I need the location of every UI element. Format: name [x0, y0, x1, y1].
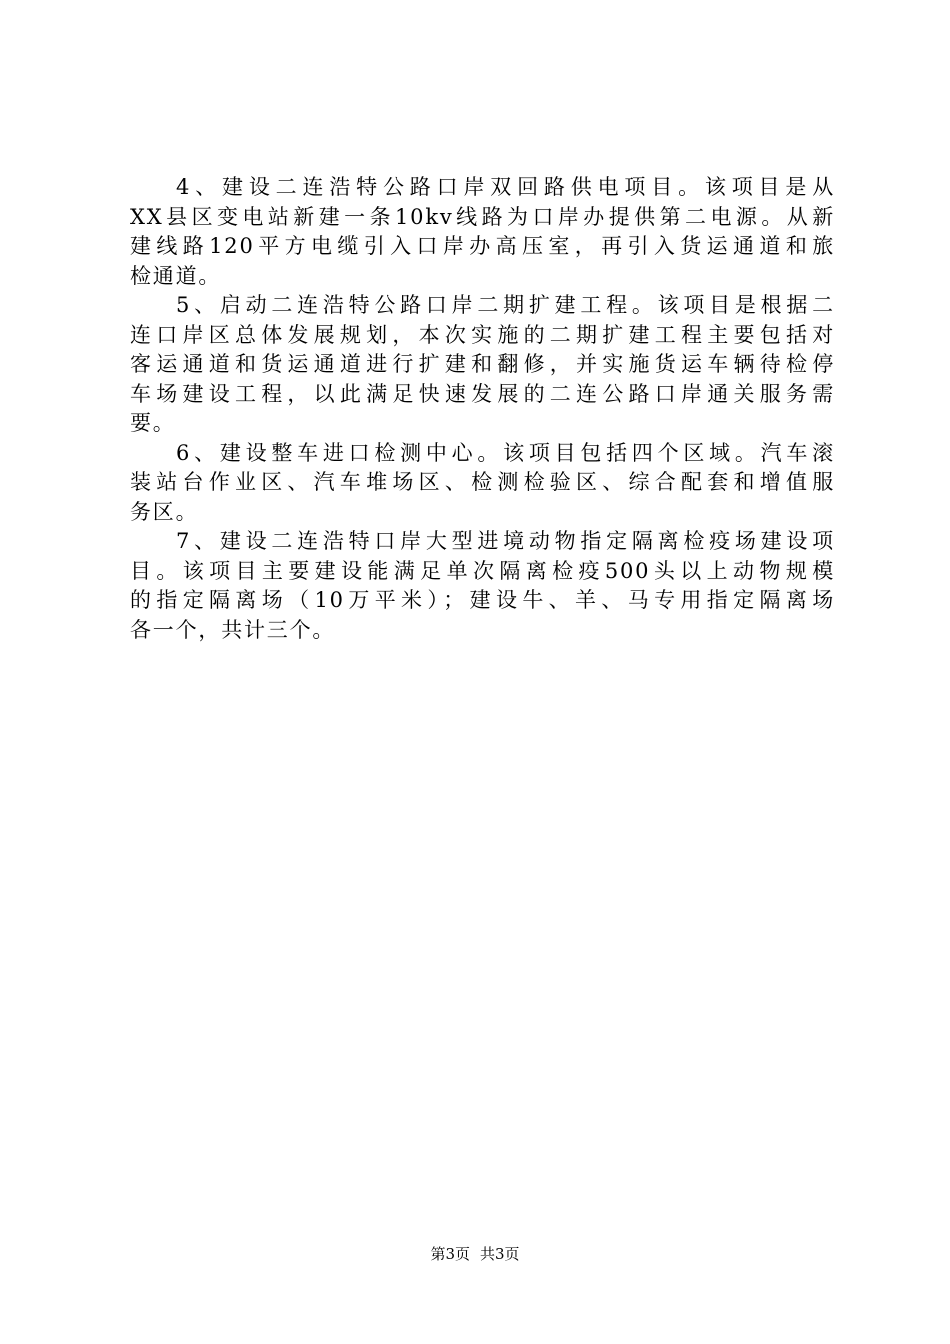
paragraph-item-5	[130, 291, 835, 439]
text-line: 的指定隔离场（10万平米）；建设牛、羊、马专用指定隔离场	[130, 588, 835, 612]
page-footer	[0, 1244, 950, 1264]
text-line: 连口岸区总体发展规划，本次实施的二期扩建工程主要包括对	[130, 322, 835, 347]
paragraph-item-4	[130, 173, 835, 291]
text-line: 各一个，共计三个。	[130, 617, 336, 642]
paragraph-item-6	[130, 439, 835, 528]
text-line: 4、建设二连浩特公路口岸双回路供电项目。该项目是从	[176, 175, 835, 199]
text-line: 检通道。	[130, 263, 222, 288]
text-line: 5、启动二连浩特公路口岸二期扩建工程。该项目是根据二	[176, 293, 835, 317]
text-line: 装站台作业区、汽车堆场区、检测检验区、综合配套和增值服	[130, 470, 835, 494]
paragraph-item-7	[130, 527, 835, 645]
text-line: 6、建设整车进口检测中心。该项目包括四个区域。汽车滚	[176, 440, 835, 465]
text-line: 建线路120平方电缆引入口岸办高压室，再引入货运通道和旅	[130, 234, 835, 258]
text-line: 7、建设二连浩特口岸大型进境动物指定隔离检疫场建设项	[176, 529, 835, 553]
text-line: XX县区变电站新建一条10kv线路为口岸办提供第二电源。从新	[130, 204, 835, 229]
text-line: 务区。	[130, 499, 199, 524]
text-line: 目。该项目主要建设能满足单次隔离检疫500头以上动物规模	[130, 558, 835, 583]
page-total: 共3页	[480, 1245, 520, 1263]
text-line: 客运通道和货运通道进行扩建和翻修，并实施货运车辆待检停	[130, 352, 835, 376]
text-line: 车场建设工程，以此满足快速发展的二连公路口岸通关服务需	[130, 381, 835, 406]
page-number: 第3页	[430, 1245, 470, 1263]
text-line: 要。	[130, 411, 176, 435]
document-body	[130, 173, 835, 645]
